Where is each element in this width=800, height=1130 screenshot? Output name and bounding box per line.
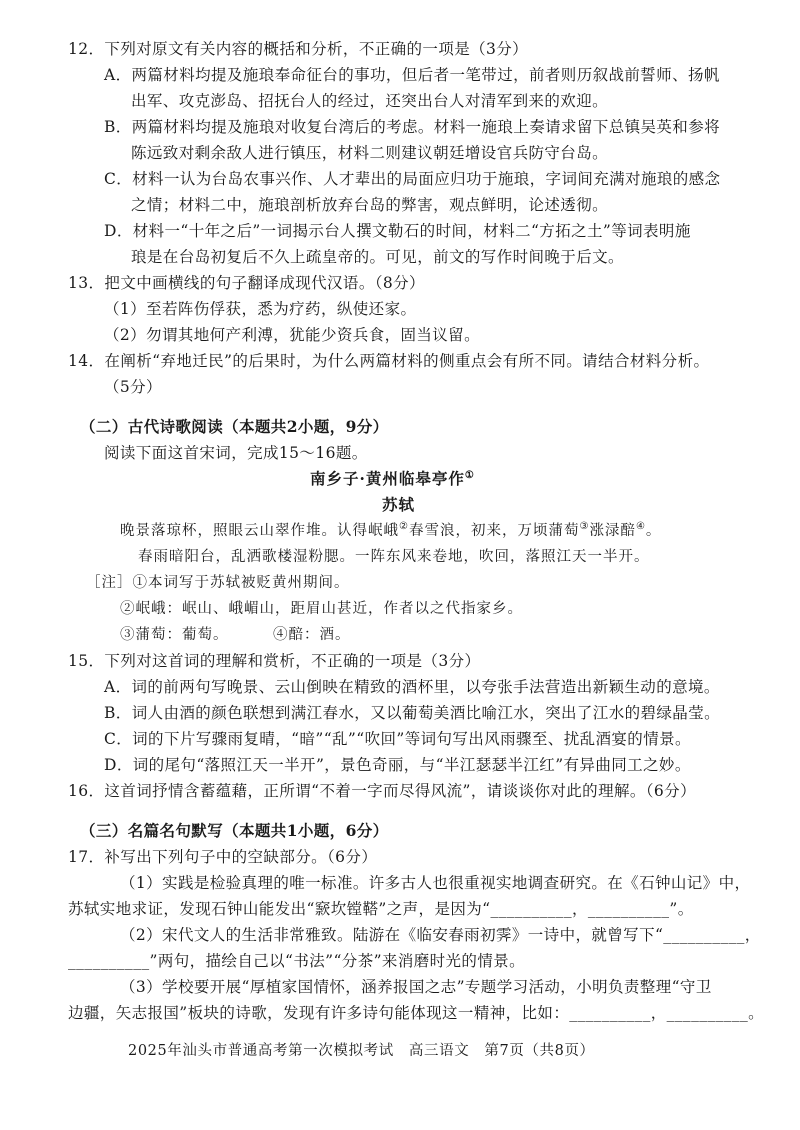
q13-sentence-1: （1）至若阵伤俘获，悉为疗药，纵使还家。	[104, 300, 417, 318]
q12-option-d-line1: D．材料一“十年之后”一词揭示台人撰文勒石的时间，材料二“方拓之土”等词表明施	[104, 222, 691, 240]
poem-note-2: ②岷峨：岷山、峨嵋山，距眉山甚近，作者以之代指家乡。	[120, 601, 523, 617]
q12-option-a-line1: A．两篇材料均提及施琅奉命征台的事功，但后者一笔带过，前者则历叙战前誓师、扬帆	[104, 66, 720, 84]
q17-item-2-line1: （2）宋代文人的生活非常雅致。陆游在《临安春雨初霁》一诗中，就曾写下“__________，	[120, 926, 761, 944]
poem-note-4: ④醅：酒。	[273, 627, 351, 643]
q15-option-a: A．词的前两句写晚景、云山倒映在精致的酒杯里，以夸张手法营造出新颖生动的意境。	[104, 678, 720, 696]
poem-note-1: ［注］①本词写于苏轼被贬黄州期间。	[86, 575, 350, 591]
q16-stem: 16．这首词抒情含蓄蕴藉，正所谓“不着一字而尽得风流”，请谈谈你对此的理解。（6分）	[68, 782, 696, 800]
q17-item-2-line2: __________”两句，描绘自己以“书法”“分茶”来消磨时光的情景。	[68, 952, 526, 970]
poem-note-3: ③蒲萄：葡萄。	[120, 627, 229, 643]
q12-option-c-line2: 之情；材料二中，施琅剖析放弃台岛的弊害，观点鲜明，论述透彻。	[131, 196, 609, 214]
section2-heading: （二）古代诗歌阅读（本题共2小题，9分）	[80, 417, 389, 436]
q15-option-d: D．词的尾句“落照江天一半开”，景色奇丽，与“半江瑟瑟半江红”有异曲同工之妙。	[104, 756, 691, 774]
q12-option-c-line1: C．材料一认为台岛农事兴作、人才辈出的局面应归功于施琅，字词间充满对施琅的感念	[104, 170, 721, 188]
q12-option-d-line2: 琅是在台岛初复后不久上疏皇帝的。可见，前文的写作时间晚于后文。	[131, 248, 624, 266]
q12-stem: 12．下列对原文有关内容的概括和分析，不正确的一项是（3分）	[68, 40, 529, 58]
section2-intro: 阅读下面这首宋词，完成15～16题。	[104, 444, 368, 462]
q13-sentence-2: （2）勿谓其地何产利溥，犹能少资兵食，固当议留。	[104, 326, 480, 344]
page-footer: 2025年汕头市普通高考第一次模拟考试 高三语文 第7页（共8页）	[128, 1043, 595, 1059]
poem-title-note-mark: ①	[464, 469, 475, 481]
section3-heading: （三）名篇名句默写（本题共1小题，6分）	[80, 821, 389, 840]
q14-stem: 14．在阐析“弃地迁民”的后果时，为什么两篇材料的侧重点会有所不同。请结合材料分析。	[68, 352, 710, 370]
poem-line-2: 春雨暗阳台，乱洒歌楼湿粉腮。一阵东风来卷地，吹回，落照江天一半开。	[138, 549, 650, 565]
q12-option-a-line2: 出军、攻克澎岛、招抚台人的经过，还突出台人对清军到来的欢迎。	[131, 92, 609, 110]
q15-stem: 15．下列对这首词的理解和赏析，不正确的一项是（3分）	[68, 652, 481, 670]
q12-option-b-line2: 陈远致对剩余敌人进行镇压，材料二则建议朝廷增设官兵防守台岛。	[131, 144, 609, 162]
q17-item-3-line1: （3）学校要开展“厚植家国情怀，涵养报国之志”专题学习活动，小明负责整理“守卫	[120, 978, 712, 996]
q13-stem: 13．把文中画横线的句子翻译成现代汉语。（8分）	[68, 274, 425, 292]
q17-item-3-line2: 边疆，矢志报国”板块的诗歌，发现有许多诗句能体现这一精神，比如：__________，__________。	[68, 1004, 765, 1022]
q14-score: （5分）	[104, 378, 162, 396]
q15-option-b: B．词人由酒的颜色联想到满江春水，又以葡萄美酒比喻江水，突出了江水的碧绿晶莹。	[104, 704, 720, 722]
q12-option-b-line1: B．两篇材料均提及施琅对收复台湾后的考虑。材料一施琅上奏请求留下总镇吴英和参将	[104, 118, 720, 136]
poem-line-1: 晚景落琼杯，照眼云山翠作堆。认得岷峨②春雪浪，初来，万顷蒲萄③涨渌醅④。	[120, 521, 662, 539]
q17-stem: 17．补写出下列句子中的空缺部分。（6分）	[68, 848, 378, 866]
q17-item-1-line2: 苏轼实地求证，发现石钟山能发出“窾坎镗鞳”之声，是因为“__________，__________”。	[68, 900, 694, 918]
q15-option-c: C．词的下片写骤雨复晴，“暗”“乱”“吹回”等词句写出风雨骤至、扰乱酒宴的情景。	[104, 730, 691, 748]
q17-item-1-line1: （1）实践是检验真理的唯一标准。许多古人也很重视实地调查研究。在《石钟山记》中，	[120, 874, 751, 892]
poem-title: 南乡子·黄州临皋亭作①	[310, 469, 475, 488]
poem-author: 苏轼	[382, 495, 416, 514]
